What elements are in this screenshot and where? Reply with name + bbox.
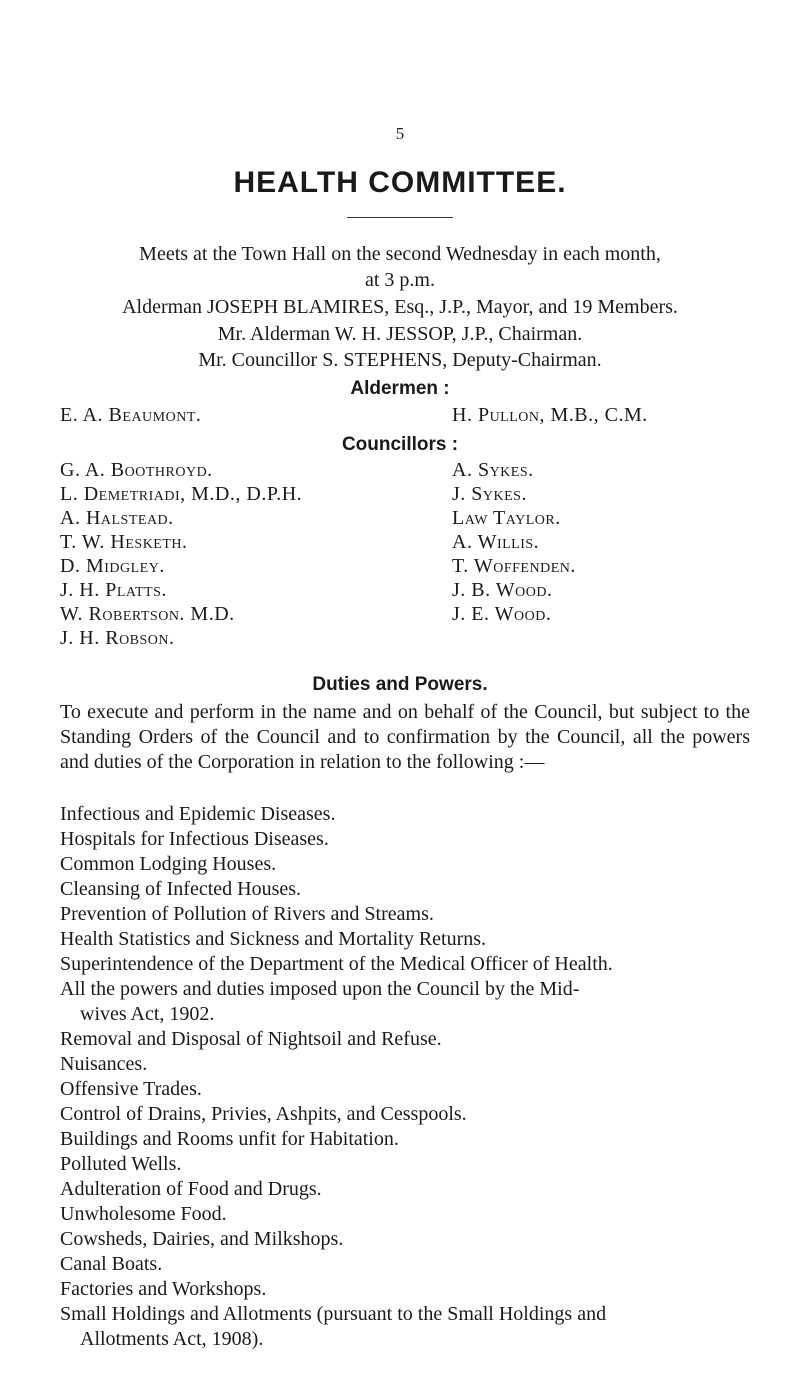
duty-item: Health Statistics and Sickness and Mortality Returns.	[60, 928, 487, 950]
duty-item-continued: Allotments Act, 1908).	[80, 1328, 264, 1350]
page-title: HEALTH COMMITTEE.	[233, 166, 567, 199]
duties-list	[60, 802, 613, 1352]
page-number: 5	[395, 124, 405, 143]
duty-item: Offensive Trades.	[60, 1078, 202, 1100]
chairman-line: Mr. Alderman W. H. JESSOP, J.P., Chairman.	[217, 323, 583, 345]
councillor-name: Law Taylor.	[452, 507, 561, 529]
councillor-name: T. Woffenden.	[452, 555, 576, 577]
aldermen-heading: Aldermen :	[350, 378, 450, 399]
duty-item: Canal Boats.	[60, 1253, 163, 1275]
duty-item: Hospitals for Infectious Diseases.	[60, 828, 329, 850]
duty-item: All the powers and duties imposed upon the Council by the Mid-	[60, 978, 580, 1000]
duty-item: Buildings and Rooms unfit for Habitation.	[60, 1128, 399, 1150]
meeting-line-2: at 3 p.m.	[365, 269, 435, 291]
title-rule	[347, 217, 453, 218]
councillors-right-column	[452, 458, 576, 626]
councillor-name: J. B. Wood.	[452, 579, 553, 601]
duty-item: Prevention of Pollution of Rivers and Streams.	[60, 903, 434, 925]
duty-item: Unwholesome Food.	[60, 1203, 227, 1225]
councillor-name: J. H. Platts.	[60, 579, 167, 601]
councillor-name: A. Willis.	[452, 531, 540, 553]
councillor-name: A. Sykes.	[452, 459, 534, 481]
councillor-name: T. W. Hesketh.	[60, 531, 188, 553]
duty-item: Cowsheds, Dairies, and Milkshops.	[60, 1228, 344, 1250]
councillor-name: W. Robertson. M.D.	[60, 603, 235, 625]
duty-item: Small Holdings and Allotments (pursuant to the Small Holdings and	[60, 1303, 607, 1325]
duty-item: Nuisances.	[60, 1053, 148, 1075]
councillors-heading: Councillors :	[341, 434, 459, 455]
duty-item: Factories and Workshops.	[60, 1278, 267, 1300]
alderman-left: E. A. Beaumont.	[60, 404, 202, 426]
councillors-left-column	[60, 458, 302, 650]
councillor-name: G. A. Boothroyd.	[60, 459, 213, 481]
mayor-line: Alderman JOSEPH BLAMIRES, Esq., J.P., Mayor, and 19 Members.	[122, 296, 678, 318]
duty-item: Polluted Wells.	[60, 1153, 182, 1175]
duty-item: Adulteration of Food and Drugs.	[60, 1178, 322, 1200]
duties-intro: To execute and perform in the name and on behalf of the Council, but subject to the Standing Orders of the Council and to confirmation by the Council, all the powers and duties of the Corporation in relation to the following :—	[60, 701, 750, 773]
duties-heading: Duties and Powers.	[312, 674, 488, 695]
deputy-chairman-line: Mr. Councillor S. STEPHENS, Deputy-Chairman.	[198, 349, 602, 371]
councillor-name: J. H. Robson.	[60, 627, 175, 649]
duty-item: Common Lodging Houses.	[60, 853, 277, 875]
councillor-name: J. E. Wood.	[452, 603, 552, 625]
duty-item-continued: wives Act, 1902.	[80, 1003, 215, 1025]
councillor-name: D. Midgley.	[60, 555, 165, 577]
councillor-name: J. Sykes.	[452, 483, 527, 505]
duty-item: Cleansing of Infected Houses.	[60, 878, 302, 900]
councillor-name: A. Halstead.	[60, 507, 174, 529]
alderman-right: H. Pullon, M.B., C.M.	[452, 404, 648, 426]
meeting-line-1: Meets at the Town Hall on the second Wednesday in each month,	[139, 243, 661, 265]
duty-item: Control of Drains, Privies, Ashpits, and Cesspools.	[60, 1103, 467, 1125]
duty-item: Infectious and Epidemic Diseases.	[60, 803, 336, 825]
councillor-name: L. Demetriadi, M.D., D.P.H.	[60, 483, 303, 505]
duty-item: Superintendence of the Department of the Medical Officer of Health.	[60, 953, 613, 975]
duty-item: Removal and Disposal of Nightsoil and Refuse.	[60, 1028, 442, 1050]
